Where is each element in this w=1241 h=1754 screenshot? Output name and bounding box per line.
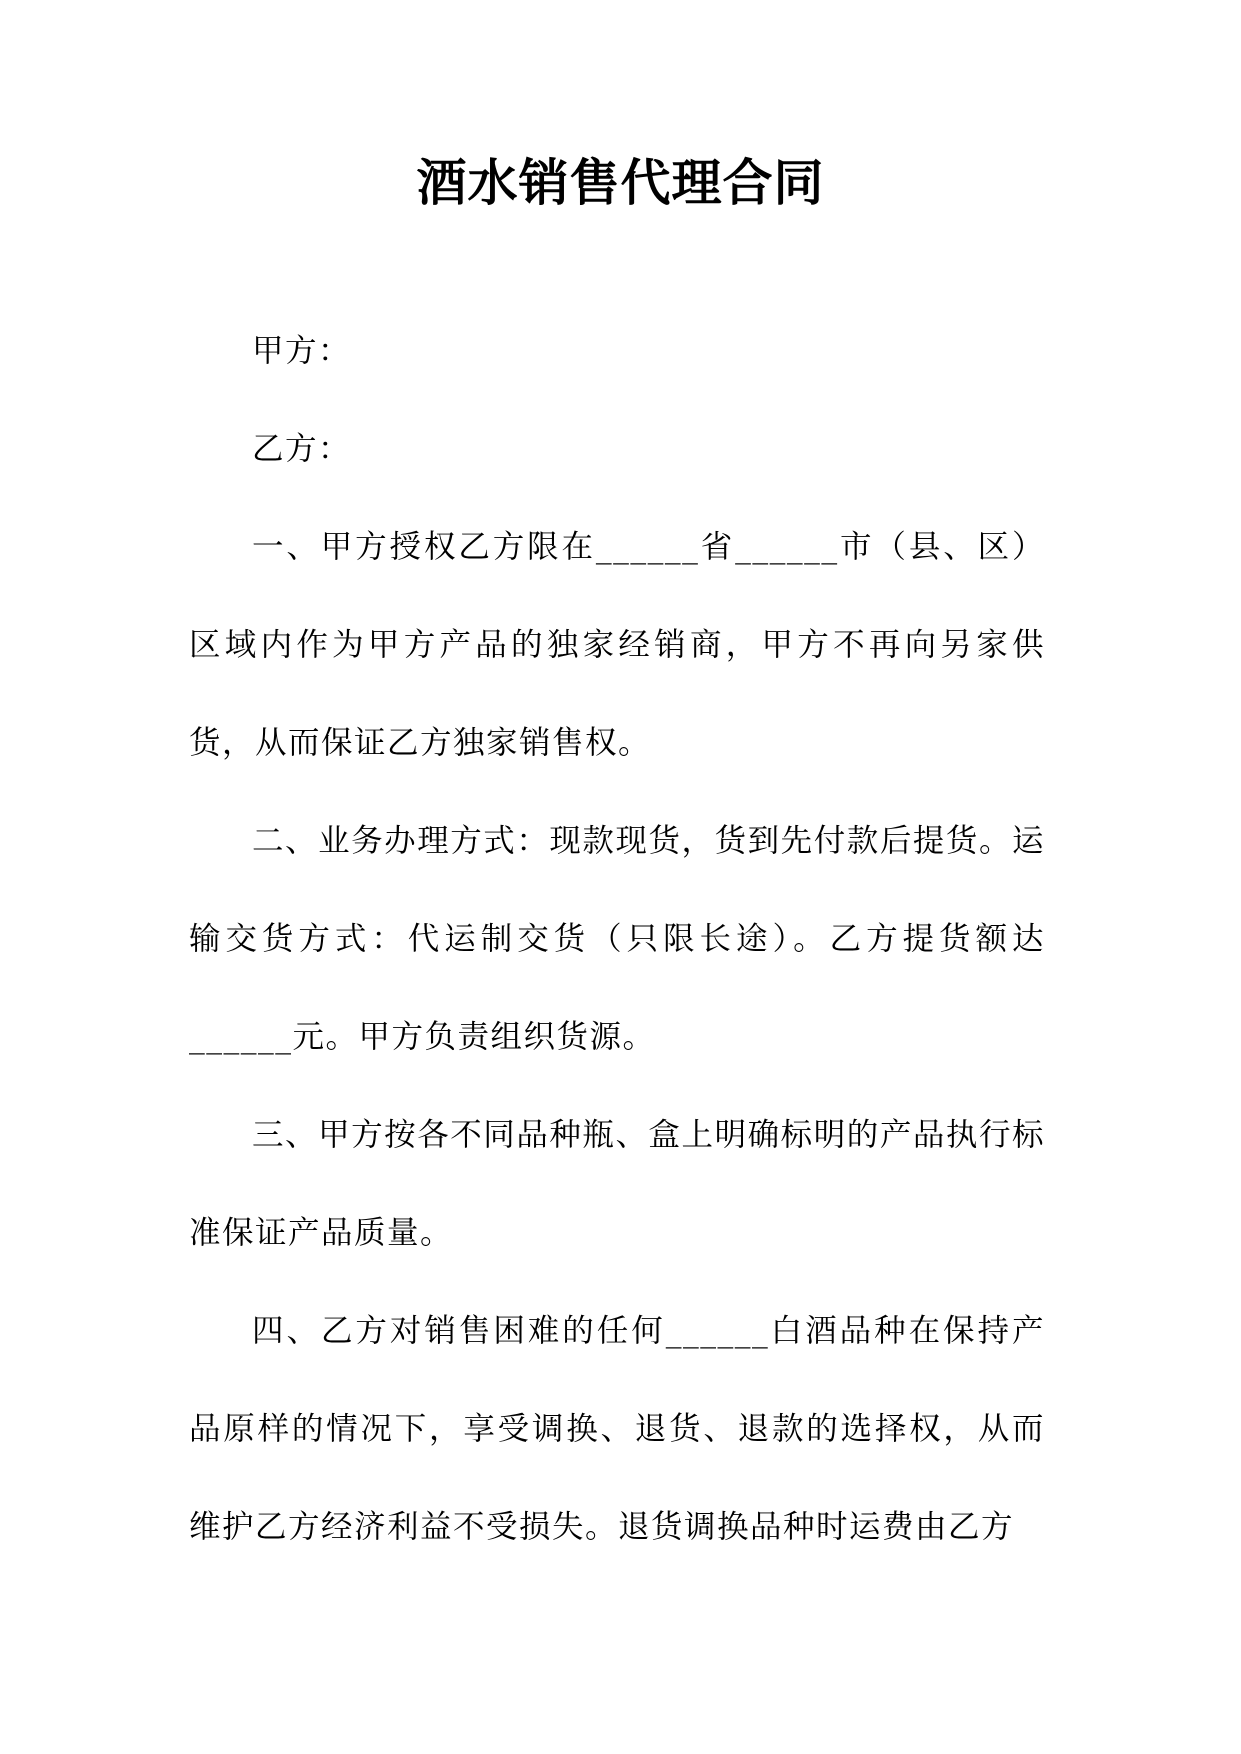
document-body <box>189 302 1045 1576</box>
document-title: 酒水销售代理合同 <box>416 154 825 212</box>
party-a-line: 甲方： <box>252 333 352 369</box>
clause-2: 二、业务办理方式：现款现货，货到先付款后提货。运输交货方式：代运制交货（只限长途）。乙方提货额达______元。甲方负责组织货源。 <box>189 823 1045 1055</box>
clause-1: 一、甲方授权乙方限在______省______市（县、区）区域内作为甲方产品的独家经销商，甲方不再向另家供货，从而保证乙方独家销售权。 <box>189 529 1045 761</box>
party-b-line: 乙方： <box>252 431 352 467</box>
clause-4: 四、乙方对销售困难的任何______白酒品种在保持产品原样的情况下，享受调换、退货、退款的选择权，从而维护乙方经济利益不受损失。退货调换品种时运费由乙方 <box>189 1313 1045 1545</box>
clause-3: 三、甲方按各不同品种瓶、盒上明确标明的产品执行标准保证产品质量。 <box>189 1117 1045 1251</box>
